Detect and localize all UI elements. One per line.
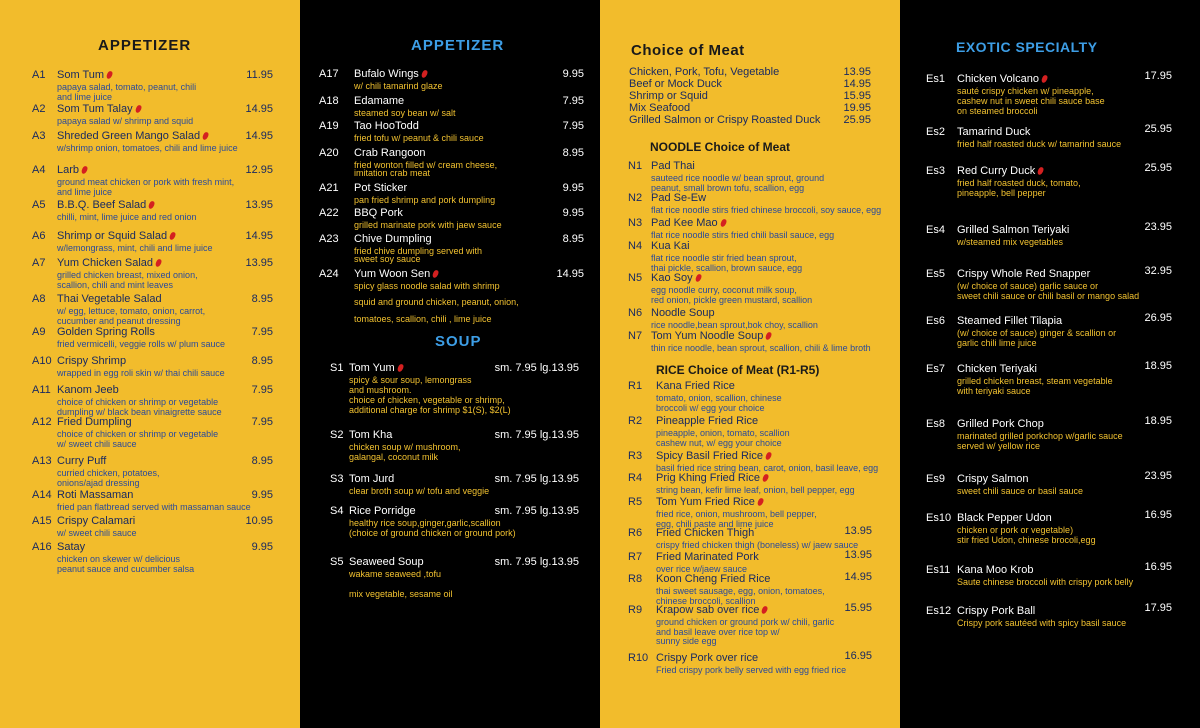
item-name: BBQ Pork (354, 207, 403, 219)
item-code: N5 (628, 272, 643, 284)
item-name: Crispy Calamari (57, 515, 136, 527)
item-description: chicken soup w/ mushroom, (349, 442, 461, 452)
item-price: sm. 7.95 lg.13.95 (494, 362, 579, 374)
item-price: 15.95 (844, 602, 872, 614)
item-name: Shrimp or Squid Salad (57, 230, 175, 242)
item-code: N3 (628, 217, 643, 229)
item-price: 8.95 (251, 355, 273, 367)
item-description: pineapple, bell pepper (957, 188, 1046, 198)
item-price: 18.95 (1144, 415, 1172, 427)
item-name: Yum Woon Sen (354, 268, 438, 280)
item-description: and lime juice (57, 187, 113, 197)
item-code: R10 (628, 652, 649, 664)
item-code: Es9 (926, 473, 945, 485)
item-description: sweet chili sauce or basil sauce (957, 486, 1084, 496)
item-price: sm. 7.95 lg.13.95 (494, 556, 579, 568)
item-name: Grilled Pork Chop (957, 418, 1044, 430)
item-code: A23 (319, 233, 339, 245)
chili-icon (396, 363, 404, 372)
item-description: ground chicken or ground pork w/ chili, garlic (656, 617, 835, 627)
item-code: A10 (32, 355, 52, 367)
item-code: Es1 (926, 73, 945, 85)
item-description: peanut, small brown tofu, scallion, egg (651, 183, 805, 193)
item-code: A2 (32, 103, 46, 115)
item-price: 13.95 (245, 257, 273, 269)
item-name: Pot Sticker (354, 182, 408, 194)
chili-icon (134, 104, 142, 113)
item-description: crispy fried chicken thigh (boneless) w/ jaew sauce (656, 540, 859, 550)
item-code: N1 (628, 160, 643, 172)
appetizer-heading-1: APPETIZER (98, 37, 192, 54)
item-price: 8.95 (562, 147, 584, 159)
chili-icon (81, 165, 89, 174)
item-name: Yum Chicken Salad (57, 257, 161, 269)
item-description: fried half roasted duck, tomato, (957, 178, 1081, 188)
item-price: 32.95 (1144, 265, 1172, 277)
exotic-specialty-panel (900, 0, 1200, 728)
item-code: S1 (330, 362, 344, 374)
item-code: R5 (628, 496, 643, 508)
item-name: Crispy Pork over rice (656, 652, 759, 664)
item-price: 26.95 (1144, 312, 1172, 324)
chili-icon (765, 331, 773, 340)
item-code: Es2 (926, 126, 945, 138)
item-code: S2 (330, 429, 344, 441)
item-name: Crispy Whole Red Snapper (957, 268, 1091, 280)
item-description: Fried crispy pork belly served with egg fried rice (656, 665, 847, 675)
item-price: 14.95 (245, 103, 273, 115)
item-code: A9 (32, 326, 46, 338)
item-name: Larb (57, 164, 87, 176)
item-name: Black Pepper Udon (957, 512, 1052, 524)
meat-option: Shrimp or Squid (629, 90, 708, 102)
item-description: (choice of ground chicken or ground pork) (349, 528, 516, 538)
appetizer-panel-1 (0, 0, 300, 728)
item-code: A13 (32, 455, 52, 467)
item-description: fried pan flatbread served with massaman sauce (57, 502, 251, 512)
item-name: Satay (57, 541, 86, 553)
item-description: papaya salad w/ shrimp and squid (57, 116, 194, 126)
item-description: fried tofu w/ peanut & chili sauce (354, 133, 484, 143)
item-description: cashew nut, w/ egg your choice (656, 437, 782, 448)
item-name: Kua Kai (651, 240, 690, 252)
item-description: and lime juice (57, 92, 113, 102)
item-price: 8.95 (562, 233, 584, 245)
item-description: mix vegetable, sesame oil (349, 589, 453, 599)
item-description: grilled marinate pork with jaew sauce (354, 220, 502, 230)
item-description: choice of chicken or shrimp or vegetable (57, 397, 219, 407)
chili-icon (420, 69, 428, 78)
item-name: Crispy Shrimp (57, 355, 127, 367)
item-name: Tao HooTodd (354, 120, 419, 132)
meat-option: Mix Seafood (629, 102, 691, 114)
item-price: 14.95 (245, 130, 273, 142)
chili-icon (761, 605, 769, 614)
item-description: basil fried rice string bean, carot, onion, basil leave, egg (656, 463, 879, 473)
item-name: Tom Kha (349, 429, 393, 441)
item-name: Kana Fried Rice (656, 380, 735, 392)
item-description: sauté crispy chicken w/ pineapple, (957, 86, 1094, 96)
item-code: Es10 (926, 512, 952, 524)
item-code: A16 (32, 541, 52, 553)
item-code: R8 (628, 573, 643, 585)
item-name: B.B.Q. Beef Salad (57, 199, 154, 211)
item-name: Tom Jurd (349, 473, 395, 485)
meat-price: 19.95 (843, 102, 871, 114)
item-price: 25.95 (1144, 162, 1172, 174)
item-description: chicken or pork or vegetable) (957, 525, 1074, 535)
item-code: Es11 (926, 564, 951, 576)
chili-icon (169, 231, 177, 240)
item-price: 23.95 (1144, 470, 1172, 482)
item-description: dumpling w/ black bean vinaigrette sauce (57, 407, 222, 417)
item-description: peanut sauce and cucumber salsa (57, 564, 195, 574)
item-description: squid and ground chicken, peanut, onion, (354, 297, 519, 308)
item-description: egg, chili paste and lime juice (656, 518, 774, 529)
item-description: (w/ choice of sauce) ginger & scallion or (957, 328, 1117, 338)
item-description: fried vermicelli, veggie rolls w/ plum sauce (57, 339, 226, 349)
item-name: Koon Cheng Fried Rice (656, 573, 771, 585)
item-code: A24 (319, 268, 339, 280)
item-code: A20 (319, 147, 339, 159)
chili-icon (761, 473, 769, 482)
item-name: Tom Yum (349, 362, 403, 374)
item-name: Golden Spring Rolls (57, 326, 155, 338)
item-name: Chive Dumpling (354, 233, 432, 245)
item-code: A19 (319, 120, 339, 132)
item-code: A1 (32, 69, 46, 81)
item-description: curried chicken, potatoes, (57, 468, 160, 478)
item-code: N4 (628, 240, 643, 252)
meat-option: Beef or Mock Duck (629, 78, 722, 90)
item-name: Chicken Volcano (957, 73, 1047, 85)
item-price: 18.95 (1144, 360, 1172, 372)
item-description: w/shrimp onion, tomatoes, chili and lime juice (57, 143, 238, 153)
item-price: 16.95 (1144, 509, 1172, 521)
item-description: fried wonton filled w/ cream cheese, (354, 160, 498, 170)
item-code: A4 (32, 164, 46, 176)
item-code: N7 (628, 330, 643, 342)
item-description: sweet chili sauce or chili basil or mango salad (957, 291, 1140, 301)
item-price: 9.95 (251, 489, 273, 501)
item-name: Som Tum Talay (57, 103, 141, 115)
item-name: Kana Moo Krob (957, 564, 1034, 576)
item-description: cucumber and peanut dressing (57, 316, 181, 326)
item-name: Crispy Pork Ball (957, 605, 1036, 617)
item-name: Fried Marinated Pork (656, 551, 759, 563)
item-code: A5 (32, 199, 46, 211)
item-code: A3 (32, 130, 46, 142)
item-code: A15 (32, 515, 52, 527)
chili-icon (694, 273, 702, 282)
item-description: broccoli w/ egg your choice (656, 402, 765, 413)
item-code: S5 (330, 556, 344, 568)
exotic-heading: EXOTIC SPECIALTY (956, 39, 1098, 55)
item-description: galangal, coconut milk (349, 452, 439, 462)
item-description: w/ sweet chili sauce (57, 528, 137, 538)
item-price: 23.95 (1144, 221, 1172, 233)
item-price: 16.95 (844, 650, 872, 662)
meat-option: Grilled Salmon or Crispy Roasted Duck (629, 114, 821, 126)
item-description: served w/ yellow rice (957, 441, 1041, 451)
item-description: cashew nut in sweet chili sauce base (957, 96, 1105, 106)
item-description: and basil leave over rice top w/ (656, 626, 780, 637)
item-code: A18 (319, 95, 339, 107)
item-description: over rice w/jaew sauce (656, 564, 748, 574)
item-name: Krapow sab over rice (656, 604, 767, 616)
item-price: 8.95 (251, 293, 273, 305)
item-description: (w/ choice of sauce) garlic sauce or (957, 281, 1099, 291)
item-description: string bean, kefir lime leaf, onion, bell pepper, egg (656, 485, 855, 495)
item-code: R3 (628, 450, 643, 462)
item-description: w/steamed mix vegetables (957, 237, 1064, 247)
item-code: A8 (32, 293, 46, 305)
item-description: thin rice noodle, bean sprout, scallion, chili & lime broth (651, 343, 871, 353)
item-description: garlic chili lime juice (957, 338, 1037, 348)
item-name: Rice Porridge (349, 505, 416, 517)
item-code: A17 (319, 68, 339, 80)
noodle-heading: NOODLE Choice of Meat (650, 140, 791, 154)
item-name: Thai Vegetable Salad (57, 293, 162, 305)
meat-heading: Choice of Meat (631, 42, 745, 59)
item-name: Kao Soy (651, 272, 701, 284)
item-description: tomato, onion, scallion, chinese (656, 393, 782, 403)
chili-icon (1037, 166, 1045, 175)
soup-heading: SOUP (435, 333, 482, 350)
item-description: Crispy pork sautéed with spicy basil sauce (957, 618, 1127, 628)
item-description: sauteed rice noodle w/ bean sprout, ground (651, 173, 825, 183)
item-name: Pineapple Fried Rice (656, 415, 759, 427)
item-name: Pad Thai (651, 160, 695, 172)
item-description: spicy glass noodle salad with shrimp (354, 281, 500, 291)
item-description: marinated grilled porkchop w/garlic sauce (957, 431, 1123, 441)
item-description: healthy rice soup,ginger,garlic,scallion (349, 518, 501, 528)
chili-icon (202, 131, 210, 140)
item-description: egg noodle curry, coconut milk soup, (651, 285, 797, 295)
item-name: Chicken Teriyaki (957, 363, 1037, 375)
item-price: 9.95 (251, 541, 273, 553)
item-description: fried half roasted duck w/ tamarind sauce (957, 139, 1122, 149)
item-name: Som Tum (57, 69, 112, 81)
item-description: stir fried Udon, chinese brocoli,egg (957, 535, 1096, 545)
item-price: 25.95 (1144, 123, 1172, 135)
item-description: with teriyaki sauce (957, 386, 1031, 396)
item-description: w/lemongrass, mint, chili and lime juice (57, 243, 213, 253)
item-code: A21 (319, 182, 339, 194)
item-description: chicken on skewer w/ delicious (57, 554, 181, 564)
item-name: Bufalo Wings (354, 68, 427, 80)
chili-icon (432, 269, 440, 278)
item-code: A11 (32, 384, 51, 396)
item-code: R7 (628, 551, 643, 563)
item-description: choice of chicken, vegetable or shrimp, (349, 395, 505, 405)
item-price: 16.95 (1144, 561, 1172, 573)
item-description: and mushroom. (349, 385, 412, 395)
item-description: on steamed broccoli (957, 106, 1038, 116)
item-description: flat rice noodle stirs fried chinese broccoli, soy sauce, egg (651, 205, 882, 215)
item-code: R9 (628, 604, 643, 616)
item-description: grilled chicken breast, mixed onion, (57, 270, 198, 280)
item-code: R4 (628, 472, 643, 484)
chili-icon (1040, 74, 1048, 83)
meat-price: 25.95 (843, 114, 871, 126)
item-description: chinese broccoli, scallion (656, 595, 756, 606)
item-price: 8.95 (251, 455, 273, 467)
item-code: Es5 (926, 268, 945, 280)
item-code: A14 (32, 489, 52, 501)
item-description: thai pickle, scallion, brown sauce, egg (651, 263, 803, 273)
meat-price: 15.95 (843, 90, 871, 102)
meat-price: 14.95 (843, 78, 871, 90)
item-price: 13.95 (844, 525, 872, 537)
item-price: 14.95 (844, 571, 872, 583)
item-price: 17.95 (1144, 70, 1172, 82)
appetizer-heading-2: APPETIZER (411, 37, 505, 54)
item-price: sm. 7.95 lg.13.95 (494, 505, 579, 517)
item-description: w/ egg, lettuce, tomato, onion, carrot, (57, 306, 206, 316)
item-code: N2 (628, 192, 643, 204)
item-price: 14.95 (245, 230, 273, 242)
chili-icon (719, 218, 727, 227)
item-description: ground meat chicken or pork with fresh mint, (57, 177, 235, 187)
meat-option: Chicken, Pork, Tofu, Vegetable (629, 66, 780, 78)
item-price: 12.95 (245, 164, 273, 176)
item-name: Noodle Soup (651, 307, 715, 319)
item-name: Edamame (354, 95, 405, 107)
chili-icon (756, 497, 764, 506)
item-name: Roti Massaman (57, 489, 134, 501)
item-description: w/ sweet chili sauce (57, 439, 137, 449)
item-description: w/ chili tamarind glaze (354, 81, 443, 91)
item-description: rice noodle,bean sprout,bok choy, scallion (651, 320, 818, 330)
item-description: clear broth soup w/ tofu and veggie (349, 486, 490, 496)
chili-icon (765, 451, 773, 460)
item-description: scallion, chili and mint leaves (57, 280, 174, 290)
item-name: Spicy Basil Fried Rice (656, 450, 771, 462)
item-name: Fried Chicken Thigh (656, 527, 755, 539)
item-name: Shreded Green Mango Salad (57, 130, 208, 142)
rice-heading: RICE Choice of Meat (R1-R5) (656, 363, 820, 377)
item-code: R6 (628, 527, 643, 539)
item-description: flat rice noodle stirs fried chili basil sauce, egg (651, 230, 835, 240)
item-description: choice of chicken or shrimp or vegetable (57, 429, 219, 439)
item-price: 7.95 (562, 95, 584, 107)
item-code: S4 (330, 505, 344, 517)
item-name: Seaweed Soup (349, 556, 424, 568)
item-description: fried rice, onion, mushroom, bell pepper, (656, 509, 817, 519)
item-price: 7.95 (562, 120, 584, 132)
item-price: 7.95 (251, 416, 273, 428)
item-code: A22 (319, 207, 339, 219)
chili-icon (106, 70, 114, 79)
item-name: Pad Kee Mao (651, 217, 726, 229)
item-price: 13.95 (245, 199, 273, 211)
item-description: fried chive dumpling served with (354, 246, 483, 256)
item-code: N6 (628, 307, 643, 319)
item-code: R1 (628, 380, 643, 392)
item-description: additional charge for shrimp $1(S), $2(L) (349, 405, 511, 415)
item-description: spicy & sour soup, lemongrass (349, 375, 472, 385)
chili-icon (148, 200, 156, 209)
item-price: 17.95 (1144, 602, 1172, 614)
item-description: Saute chinese broccoli with crispy pork belly (957, 577, 1134, 587)
item-description: pan fried shrimp and pork dumpling (354, 195, 496, 205)
item-description: imitation crab meat (354, 168, 431, 179)
item-description: papaya salad, tomato, peanut, chili (57, 82, 197, 92)
item-name: Crispy Salmon (957, 473, 1029, 485)
item-code: Es3 (926, 165, 945, 177)
item-price: sm. 7.95 lg.13.95 (494, 473, 579, 485)
item-code: Es6 (926, 315, 945, 327)
item-description: sweet soy sauce (354, 254, 421, 265)
item-price: 7.95 (251, 326, 273, 338)
item-code: S3 (330, 473, 344, 485)
item-code: A6 (32, 230, 46, 242)
item-name: Tom Yum Noodle Soup (651, 330, 771, 342)
item-description: wrapped in egg roli skin w/ thai chili sauce (57, 368, 225, 378)
item-price: 10.95 (245, 515, 273, 527)
item-description: red onion, pickle green mustard, scallion (651, 295, 813, 305)
item-price: 11.95 (246, 69, 273, 81)
item-name: Tamarind Duck (957, 126, 1031, 138)
item-name: Pad Se-Ew (651, 192, 707, 204)
item-description: steamed soy bean w/ salt (354, 108, 456, 118)
meat-price: 13.95 (843, 66, 871, 78)
item-description: wakame seaweed ,tofu (349, 569, 442, 579)
item-price: 9.95 (562, 68, 584, 80)
item-code: Es12 (926, 605, 952, 617)
item-description: pineapple, onion, tomato, scallion (656, 428, 790, 438)
item-description: sunny side egg (656, 636, 717, 646)
item-price: sm. 7.95 lg.13.95 (494, 429, 579, 441)
meat-noodle-rice-panel (600, 0, 900, 728)
item-code: A12 (32, 416, 52, 428)
item-name: Red Curry Duck (957, 165, 1043, 177)
appetizer-soup-panel (300, 0, 600, 728)
item-description: tomatoes, scallion, chili , lime juice (354, 313, 492, 324)
item-name: Curry Puff (57, 455, 107, 467)
item-name: Steamed Fillet Tilapia (957, 315, 1063, 327)
item-price: 13.95 (844, 549, 872, 561)
item-price: 9.95 (562, 207, 584, 219)
item-code: R2 (628, 415, 643, 427)
item-price: 14.95 (556, 268, 584, 280)
item-code: Es4 (926, 224, 945, 236)
item-name: Tom Yum Fried Rice (656, 496, 763, 508)
item-name: Fried Dumpling (57, 416, 132, 428)
item-name: Grilled Salmon Teriyaki (957, 224, 1070, 236)
item-description: grilled chicken breast, steam vegetable (957, 376, 1113, 386)
item-code: A7 (32, 257, 46, 269)
item-price: 9.95 (562, 182, 584, 194)
item-description: flat rice noodle stir fried bean sprout, (651, 253, 797, 263)
item-description: chilli, mint, lime juice and red onion (57, 212, 197, 222)
item-name: Crab Rangoon (354, 147, 426, 159)
chili-icon (155, 258, 163, 267)
item-name: Prig Khing Fried Rice (656, 472, 768, 484)
item-description: thai sweet sausage, egg, onion, tomatoes, (656, 586, 825, 596)
item-code: Es7 (926, 363, 945, 375)
item-name: Kanom Jeeb (57, 384, 119, 396)
item-description: onions/ajad dressing (57, 478, 140, 488)
item-code: Es8 (926, 418, 945, 430)
item-price: 7.95 (251, 384, 273, 396)
